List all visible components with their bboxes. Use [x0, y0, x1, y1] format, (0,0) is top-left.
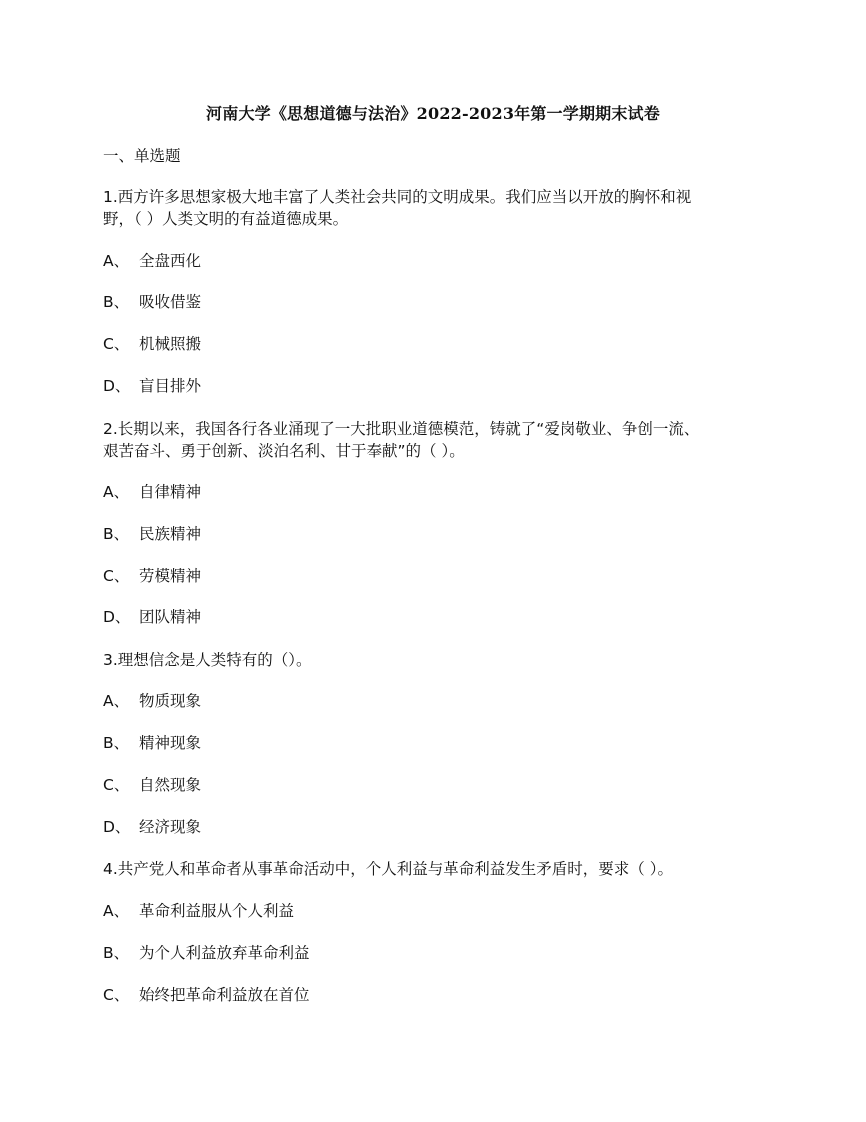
option-letter: D、 [103, 377, 131, 395]
question-2 [103, 418, 763, 462]
option-letter: A、 [103, 902, 130, 920]
option-3-d [103, 816, 201, 838]
option-text: 自律精神 [139, 483, 202, 501]
option-letter: A、 [103, 692, 130, 710]
option-text: 盲目排外 [139, 377, 202, 395]
question-text-line: 艰苦奋斗、勇于创新、淡泊名利、甘于奉献”的（ ）。 [103, 442, 465, 460]
question-text-line: 1.西方许多思想家极大地丰富了人类社会共同的文明成果。我们应当以开放的胸怀和视 [103, 188, 692, 206]
page-title: 河南大学《思想道德与法治》2022-2023年第一学期期末试卷 [206, 104, 660, 123]
option-letter: D、 [103, 818, 131, 836]
option-text: 机械照搬 [139, 335, 202, 353]
option-1-a [103, 250, 201, 272]
question-text-line: 3.理想信念是人类特有的（）。 [103, 651, 312, 669]
option-2-c [103, 565, 201, 587]
option-letter: B、 [103, 944, 130, 962]
option-2-d [103, 606, 201, 628]
question-text-line: 4.共产党人和革命者从事革命活动中，个人利益与革命利益发生矛盾时，要求（ ）。 [103, 860, 673, 878]
option-text: 物质现象 [139, 692, 202, 710]
option-text: 经济现象 [139, 818, 202, 836]
option-letter: C、 [103, 567, 130, 585]
option-letter: A、 [103, 252, 130, 270]
option-4-a [103, 900, 294, 922]
option-3-a [103, 690, 201, 712]
question-3 [103, 649, 763, 671]
question-text-line: 2.长期以来，我国各行各业涌现了一大批职业道德模范，铸就了“爱岗敬业、争创一流、 [103, 420, 700, 438]
option-text: 革命利益服从个人利益 [139, 902, 295, 920]
option-2-a [103, 481, 201, 503]
option-text: 全盘西化 [139, 252, 202, 270]
option-text: 精神现象 [139, 734, 202, 752]
option-3-c [103, 774, 201, 796]
option-letter: B、 [103, 734, 130, 752]
option-text: 始终把革命利益放在首位 [139, 986, 310, 1004]
option-1-b [103, 291, 201, 313]
question-text-line: 野，（ ）人类文明的有益道德成果。 [103, 210, 349, 228]
question-4 [103, 858, 763, 880]
option-text: 民族精神 [139, 525, 202, 543]
section-heading: 一、单选题 [103, 147, 181, 165]
option-text: 为个人利益放弃革命利益 [139, 944, 310, 962]
option-text: 劳模精神 [139, 567, 202, 585]
option-letter: A、 [103, 483, 130, 501]
option-letter: C、 [103, 335, 130, 353]
option-1-c [103, 333, 201, 355]
option-1-d [103, 375, 201, 397]
option-letter: D、 [103, 608, 131, 626]
option-letter: C、 [103, 986, 130, 1004]
option-letter: B、 [103, 293, 130, 311]
question-1 [103, 186, 763, 230]
option-4-b [103, 942, 310, 964]
option-letter: C、 [103, 776, 130, 794]
option-text: 吸收借鉴 [139, 293, 202, 311]
option-2-b [103, 523, 201, 545]
option-text: 团队精神 [139, 608, 202, 626]
option-letter: B、 [103, 525, 130, 543]
option-4-c [103, 984, 310, 1006]
option-3-b [103, 732, 201, 754]
option-text: 自然现象 [139, 776, 202, 794]
